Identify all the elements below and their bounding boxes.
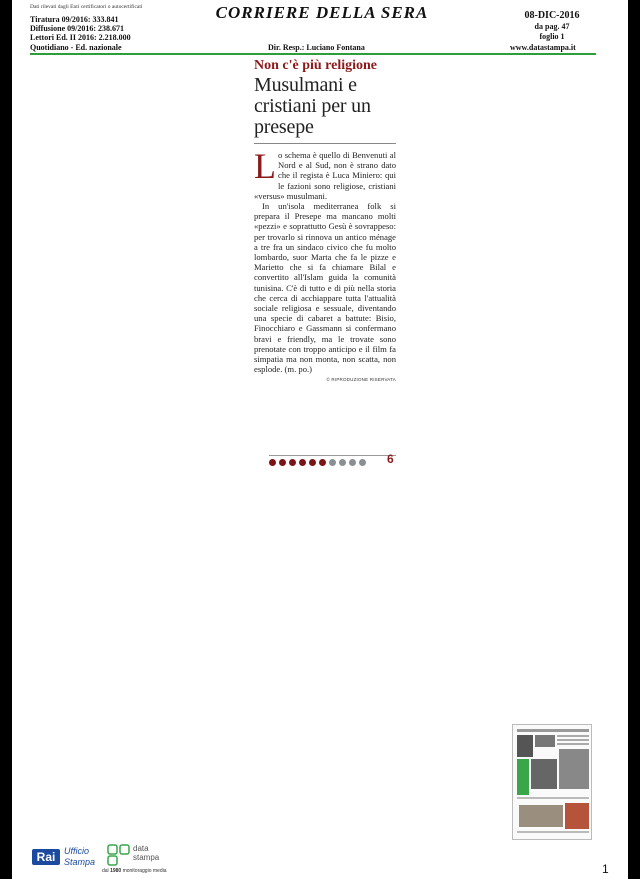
director: Dir. Resp.: Luciano Fontana [268,43,365,52]
ds-tag-suffix: monitoraggio media [121,868,167,874]
datastampa-logo-icon [107,844,131,866]
rating-dot [319,459,326,466]
paragraph-1 [254,146,396,201]
rating-dot [349,459,356,466]
website-link[interactable]: www.datastampa.it [510,43,576,52]
page-number: 1 [602,862,609,876]
stampa-line: Stampa [64,857,96,867]
diffusione: Diffusione 09/2016: 238.671 [30,24,124,33]
newspaper-masthead: CORRIERE DELLA SERA [215,3,429,22]
rating-dot [339,459,346,466]
datastampa-label [133,844,159,862]
header-divider [30,53,596,55]
paragraph-1-text: o schema è quello di Benvenuti al Nord e al Sud, non è strano dato che il regista è Luca Miniero: qui le fazioni sono religiose, cristiani «versus» musulmani. [254,150,396,201]
ds-tag-year: 1980 [110,868,122,874]
rating-dots [269,455,396,467]
datastampa-tagline [102,868,167,874]
article-headline: Musulmani e cristiani per un presepe [254,74,371,138]
article-body [254,146,396,375]
rai-logo: Rai [32,849,60,865]
ds-tag-prefix: dal [102,868,111,874]
page-thumbnail[interactable] [512,724,592,840]
tiratura: Tiratura 09/2016: 333.841 [30,15,119,24]
rating-dot [359,459,366,466]
ufficio-line: Ufficio [64,846,90,856]
header-bottom-row [30,43,596,53]
circulation-info [30,4,230,42]
edition: Quotidiano - Ed. nazionale [30,43,122,52]
lettori: Lettori Ed. II 2016: 2.218.000 [30,33,131,42]
foglio: foglio 1 [539,32,565,41]
drop-cap: L [254,146,276,186]
ds-line2: stampa [133,853,160,862]
rating-value: 6 [387,452,394,466]
issue-info [482,10,622,42]
press-clipping-page [12,0,628,879]
paragraph-2: In un'isola mediterranea folk si prepara il Presepe ma mancano molti «pezzi» e soprattutto Gesù è sovrappeso: per trovarlo si rinnova un antico ménage a tre fra un sindaco civico che fu molto lombardo, suor Marta che fa le pizze e Marietto che si fa chiamare Bilal e convertito all'Islam guida la comunità tunisina. C'è di tutto e di più nella storia che cerca di acchiappare tutta l'attualità sociale religiosa e sessuale, diventando una specie di cabaret a battute: Bisio, Finocchiaro e Gassmann si confermano bravi e friendly, ma le trovate sono prenotate con troppo anticipo e il film fa simpatia ma non monta, non scatta, non esplode. (m. po.) [254,201,396,375]
article [254,58,396,382]
thumbnail-image-icon [513,725,593,841]
rating-dot [309,459,316,466]
certification-note: Dati rilevati dagli Enti certificatori o autocertificati [30,4,143,10]
ds-line1: data [133,844,149,853]
rating-dot [269,459,276,466]
headline-rule [254,143,396,144]
ufficio-stampa-label [64,846,95,868]
rating-dot [279,459,286,466]
rating-dot [329,459,336,466]
rating-dot [299,459,306,466]
issue-date: 08-DIC-2016 [524,10,580,21]
article-kicker: Non c'è più religione [254,58,378,73]
page-ref: da pag. 47 [534,22,570,31]
rating-dot [289,459,296,466]
copyright-note: © RIPRODUZIONE RISERVATA [326,377,396,383]
